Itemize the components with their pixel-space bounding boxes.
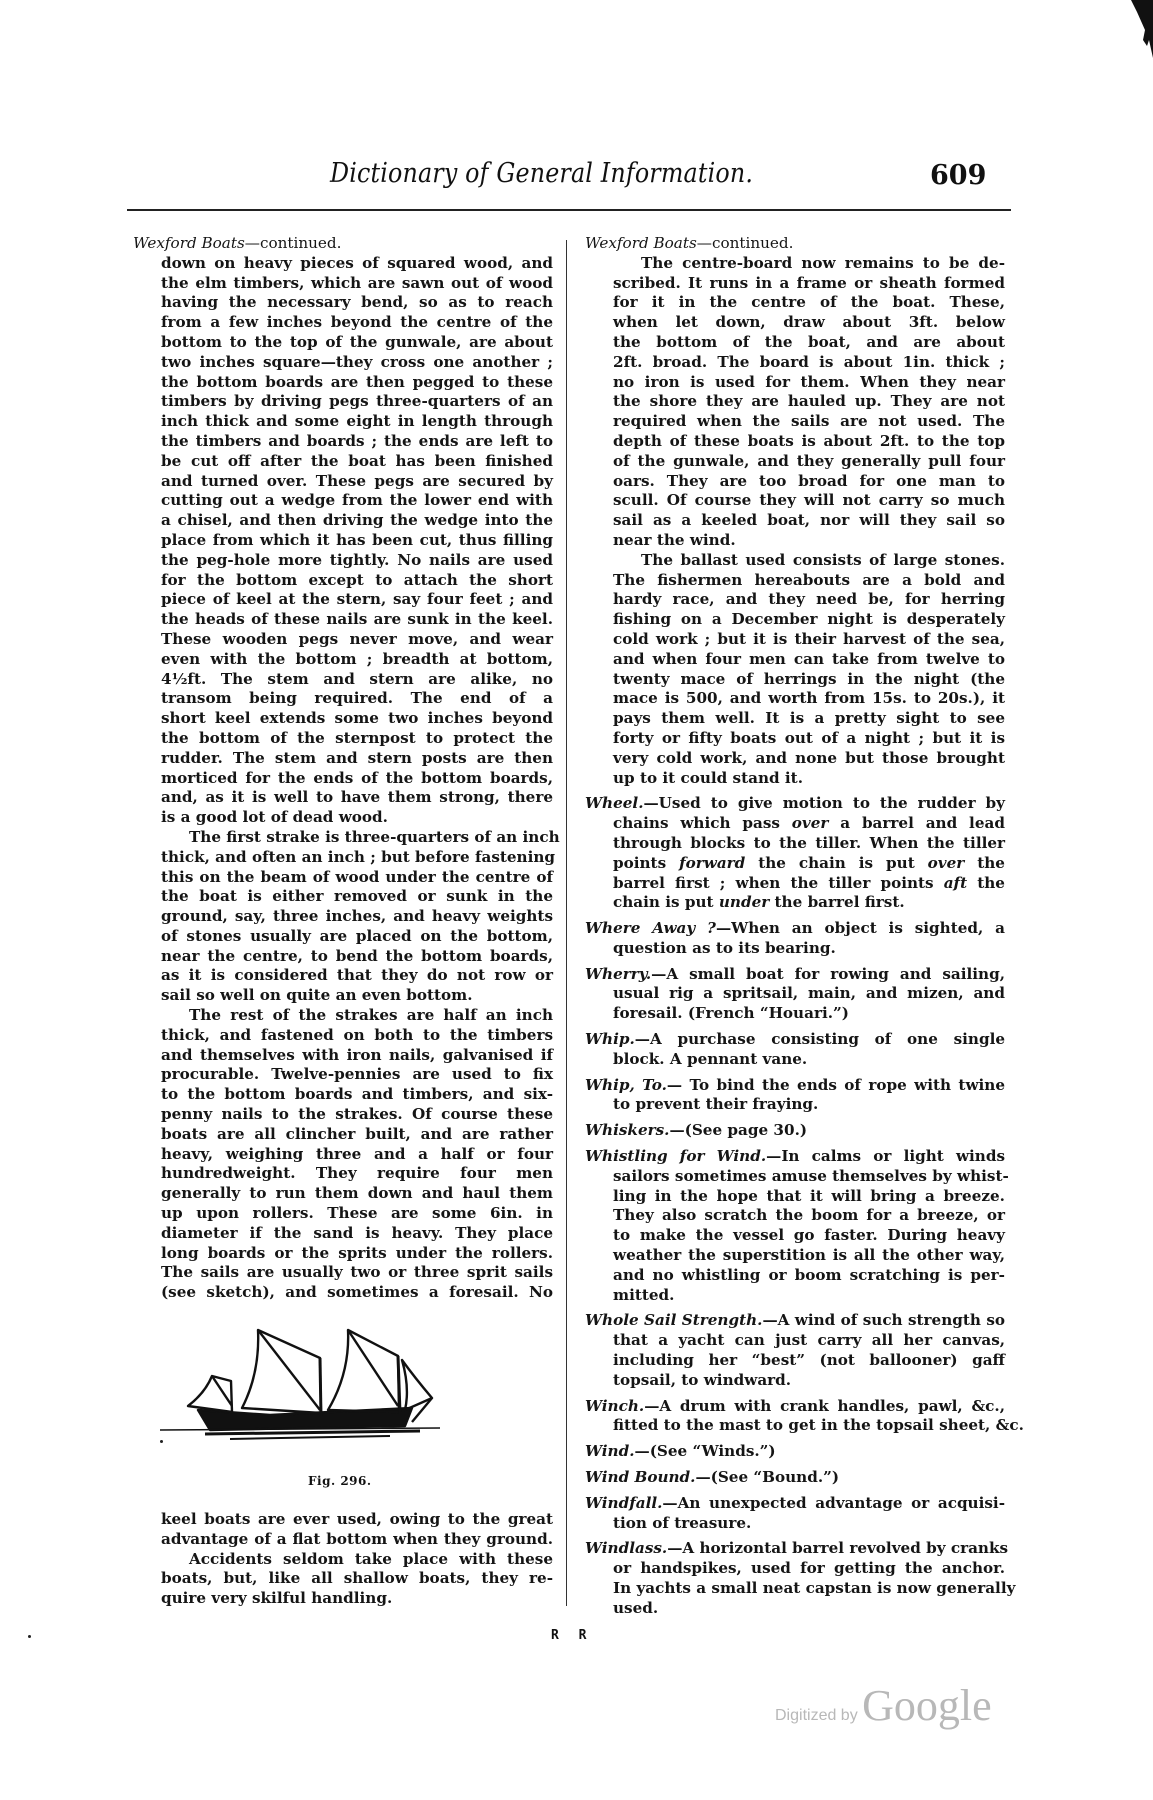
entry-first-line xyxy=(585,1468,1005,1488)
entry-first-line xyxy=(585,1311,1005,1331)
text-line: the heads of these nails are sunk in the keel. xyxy=(161,610,553,629)
text-line: 4½ft. The stem and stern are alike, no xyxy=(161,669,553,688)
text-line: scull. Of course they will not carry so much xyxy=(613,491,1005,510)
watermark-brand: Google xyxy=(862,1681,992,1730)
text-line: up to it could stand it. xyxy=(613,768,803,787)
dictionary-entry xyxy=(585,919,1005,959)
entry-term: Where Away ? xyxy=(585,919,716,938)
text-line: 2ft. broad. The board is about 1in. thick ; xyxy=(613,352,1005,371)
text-line: to the bottom boards and timbers, and six- xyxy=(161,1085,553,1104)
dictionary-entry xyxy=(585,1076,1005,1116)
entry-term: Wherry. xyxy=(585,964,652,983)
entry-continuation-line: foresail. (French “Houari.”) xyxy=(613,1004,849,1023)
sailboat-figure xyxy=(150,1318,450,1468)
entry-first-line xyxy=(585,1539,1009,1559)
text-line: The fishermen hereabouts are a bold and xyxy=(613,570,1005,589)
text-line: having the necessary bend, so as to reach xyxy=(161,293,553,312)
text-line: hardy race, and they need be, for herring xyxy=(613,590,1005,609)
entry-continuation-line: chain is put under the barrel first. xyxy=(613,893,905,912)
entry-continuation-line: They also scratch the boom for a breeze, or xyxy=(613,1206,1005,1225)
text-line: penny nails to the strakes. Of course these xyxy=(161,1105,553,1124)
text-line: the boat is either removed or sunk in the xyxy=(161,887,553,906)
text-line: place from which it has been cut, thus filling xyxy=(161,530,553,549)
entry-continued: —continued. xyxy=(244,234,342,252)
text-line: very cold work, and none but those brought xyxy=(613,748,1005,767)
scan-edge-artifact xyxy=(1131,0,1153,60)
text-line: the timbers and boards ; the ends are left to xyxy=(161,431,553,450)
text-line: for the bottom except to attach the short xyxy=(161,570,553,589)
entry-continuation-line: to make the vessel go faster. During heavy xyxy=(613,1226,1005,1245)
text-line: and turned over. These pegs are secured by xyxy=(161,471,553,490)
text-line: The sails are usually two or three sprit sails xyxy=(161,1263,553,1282)
text-line: up upon rollers. These are some 6in. in xyxy=(161,1204,553,1223)
entry-continuation-line: that a yacht can just carry all her canvas, xyxy=(613,1331,1006,1350)
text-line: timbers by driving pegs three-quarters of an xyxy=(161,392,553,411)
entry-definition: —(See page 30.) xyxy=(669,1121,808,1140)
entry-continuation-line: chains which pass over a barrel and lead xyxy=(613,814,1005,833)
text-line: as it is considered that they do not row or xyxy=(161,966,553,985)
text-line: when let down, draw about 3ft. below xyxy=(613,313,1005,332)
text-line: piece of keel at the stern, say four feet ; and xyxy=(161,590,553,609)
entry-continuation-line: weather the superstition is all the other way, xyxy=(613,1246,1006,1265)
entry-term: Wexford Boats xyxy=(133,234,245,252)
entry-term: Whistling for Wind. xyxy=(585,1147,767,1166)
dictionary-entry xyxy=(585,1311,1005,1390)
text-line: long boards or the sprits under the rollers. xyxy=(161,1243,553,1262)
text-line: inch thick and some eight in length through xyxy=(161,412,553,431)
text-line: bottom to the top of the gunwale, are about xyxy=(161,332,553,351)
entry-term: Wind Bound. xyxy=(585,1468,696,1487)
figure-caption: Fig. 296. xyxy=(308,1474,372,1488)
entry-definition: —A drum with crank handles, pawl, &c., xyxy=(644,1396,1005,1415)
text-line: generally to run them down and haul them xyxy=(161,1184,553,1203)
text-line: The rest of the strakes are half an inch xyxy=(189,1006,553,1025)
text-line: from a few inches beyond the centre of the xyxy=(161,313,553,332)
text-line: the elm timbers, which are sawn out of wood xyxy=(161,273,553,292)
entry-continuation-line: or handspikes, used for getting the anchor. xyxy=(613,1559,1006,1578)
entry-first-line xyxy=(585,965,1005,985)
entry-term: Whip, To. xyxy=(585,1075,667,1094)
entry-definition: —When an object is sighted, a xyxy=(715,919,1005,938)
text-line: sail so well on quite an even bottom. xyxy=(161,986,473,1005)
entry-continuation-line: to prevent their fraying. xyxy=(613,1095,819,1114)
entry-continuation-line: mitted. xyxy=(613,1285,675,1304)
page-number: 609 xyxy=(930,160,987,191)
entry-continuation-line: including her “best” (not ballooner) gaff xyxy=(613,1351,1006,1370)
column-divider xyxy=(566,240,567,1606)
entry-continuation-line: block. A pennant vane. xyxy=(613,1049,808,1068)
text-line: depth of these boats is about 2ft. to the top xyxy=(613,431,1005,450)
dictionary-entry xyxy=(585,965,1005,1024)
text-line: hundredweight. They require four men xyxy=(161,1164,553,1183)
entry-definition: —A purchase consisting of one single xyxy=(634,1030,1005,1049)
text-line: boats are all clincher built, and are rather xyxy=(161,1124,553,1143)
dictionary-entry xyxy=(585,1030,1005,1070)
text-line: the shore they are hauled up. They are not xyxy=(613,392,1005,411)
text-line: morticed for the ends of the bottom boards, xyxy=(161,768,553,787)
text-line: fishing on a December night is desperately xyxy=(613,610,1005,629)
dictionary-entry xyxy=(585,1494,1005,1534)
text-line: near the centre, to bend the bottom boards, xyxy=(161,946,553,965)
text-line: near the wind. xyxy=(613,530,736,549)
text-line: this on the beam of wood under the centre of xyxy=(161,867,553,886)
entry-continuation-line: usual rig a spritsail, main, and mizen, and xyxy=(613,984,1005,1003)
text-line: the peg-hole more tightly. No nails are used xyxy=(161,550,553,569)
entry-continuation-line: and no whistling or boom scratching is per- xyxy=(613,1265,1005,1284)
left-body-text xyxy=(133,253,560,1303)
text-line: These wooden pegs never move, and wear xyxy=(161,629,553,648)
dictionary-entries xyxy=(585,788,1024,1618)
dictionary-entry xyxy=(585,1442,1005,1462)
entry-definition: —Used to give motion to the rudder by xyxy=(643,794,1005,813)
text-line: twenty mace of herrings in the night (the xyxy=(613,669,1005,688)
text-line: the bottom of the boat, and are about xyxy=(613,332,1005,351)
text-line: and, as it is well to have them strong, there xyxy=(161,788,553,807)
entry-term: Windfall. xyxy=(585,1493,663,1512)
entry-term: Whole Sail Strength. xyxy=(585,1311,763,1330)
digitized-watermark xyxy=(775,1680,992,1731)
left-column xyxy=(133,234,560,1303)
entry-definition: —An unexpected advantage or acquisi- xyxy=(662,1493,1005,1512)
entry-continuation-line: tion of treasure. xyxy=(613,1513,752,1532)
text-line: the bottom boards are then pegged to these xyxy=(161,372,553,391)
entry-first-line xyxy=(585,1121,1005,1141)
right-body-text xyxy=(585,254,1005,789)
entry-continuation-line: used. xyxy=(613,1598,659,1617)
dictionary-entry xyxy=(585,1147,1009,1305)
scan-speck xyxy=(160,1440,163,1443)
entry-first-line xyxy=(585,919,1005,939)
entry-definition: — To bind the ends of rope with twine xyxy=(666,1075,1005,1094)
text-line: even with the bottom ; breadth at bottom, xyxy=(161,649,553,668)
text-line: boats, but, like all shallow boats, they re- xyxy=(161,1569,553,1588)
text-line: advantage of a flat bottom when they ground. xyxy=(161,1529,553,1548)
text-line: forty or fifty boats out of a night ; but it is xyxy=(613,728,1005,747)
entry-continuation-line: topsail, to windward. xyxy=(613,1370,792,1389)
text-line: of the gunwale, and they generally pull four xyxy=(613,451,1005,470)
entry-first-line xyxy=(585,1442,1005,1462)
text-line: of stones usually are placed on the bottom, xyxy=(161,926,553,945)
entry-first-line xyxy=(585,1494,1005,1514)
text-line: is a good lot of dead wood. xyxy=(161,808,388,827)
entry-first-line xyxy=(585,1147,1005,1167)
text-line: down on heavy pieces of squared wood, and xyxy=(161,253,553,272)
text-line: Accidents seldom take place with these xyxy=(189,1549,553,1568)
entry-continuation-line: In yachts a small neat capstan is now generally xyxy=(613,1579,1016,1597)
text-line: thick, and fastened on both to the timbers xyxy=(161,1025,553,1044)
text-line: a chisel, and then driving the wedge into the xyxy=(161,511,553,530)
text-line: sail as a keeled boat, nor will they sail so xyxy=(613,511,1005,530)
entry-definition: —(See “Winds.”) xyxy=(634,1442,776,1461)
entry-term: Wheel. xyxy=(585,794,644,813)
text-line: The centre-board now remains to be de- xyxy=(641,253,1005,272)
text-line: transom being required. The end of a xyxy=(161,689,553,708)
entry-term: Windlass. xyxy=(585,1539,668,1558)
entry-definition: —(See “Bound.”) xyxy=(695,1468,840,1487)
entry-definition: —In calms or light winds xyxy=(766,1147,1005,1166)
entry-continuation-line: sailors sometimes amuse themselves by whist- xyxy=(613,1166,1009,1185)
text-line: oars. They are too broad for one man to xyxy=(613,471,1005,490)
text-line: scribed. It runs in a frame or sheath formed xyxy=(613,273,1005,292)
text-line: be cut off after the boat has been finished xyxy=(161,451,553,470)
text-line: thick, and often an inch ; but before fastening xyxy=(161,847,556,866)
text-line: short keel extends some two inches beyond xyxy=(161,709,553,728)
sailboat-icon xyxy=(150,1318,450,1468)
text-line: the bottom of the sternpost to protect the xyxy=(161,728,553,747)
entry-term: Winch. xyxy=(585,1396,645,1415)
header-rule xyxy=(127,209,1011,211)
dictionary-entry xyxy=(585,1396,1024,1437)
dictionary-entry xyxy=(585,794,1005,913)
entry-continuation-line: fitted to the mast to get in the topsail sheet, &c. xyxy=(613,1416,1024,1435)
left-body-text-continued xyxy=(133,1510,553,1609)
dictionary-entry xyxy=(585,1539,1016,1618)
text-line: pays them well. It is a pretty sight to see xyxy=(613,709,1005,728)
text-line: procurable. Twelve-pennies are used to fix xyxy=(161,1065,553,1084)
watermark-prefix: Digitized by xyxy=(775,1707,858,1724)
text-line: two inches square—they cross one another ; xyxy=(161,352,553,371)
entry-continuation-line: through blocks to the tiller. When the tiller xyxy=(613,833,1006,852)
text-line: and when four men can take from twelve to xyxy=(613,649,1005,668)
entry-term: Whip. xyxy=(585,1030,635,1049)
signature-mark: R R xyxy=(551,1628,593,1643)
text-line: and themselves with iron nails, galvanised if xyxy=(161,1045,553,1064)
text-line: mace is 500, and worth from 15s. to 20s.), it xyxy=(613,689,1005,708)
entry-definition: —A small boat for rowing and sailing, xyxy=(651,964,1005,983)
entry-term: Wexford Boats xyxy=(585,234,697,252)
right-column xyxy=(585,234,1024,1619)
text-line: no iron is used for them. When they near xyxy=(613,372,1005,391)
text-line: The ballast used consists of large stones. xyxy=(641,550,1005,569)
scan-speck xyxy=(28,1635,31,1638)
entry-continued: —continued. xyxy=(696,234,794,252)
dictionary-entry xyxy=(585,1121,1005,1141)
entry-continuation-line: ling in the hope that it will bring a breeze. xyxy=(613,1186,1005,1205)
text-line: heavy, weighing three and a half or four xyxy=(161,1144,553,1163)
entry-term: Whiskers. xyxy=(585,1121,670,1140)
text-line: for it in the centre of the boat. These, xyxy=(613,293,1005,312)
text-line: diameter if the sand is heavy. They place xyxy=(161,1223,553,1242)
text-line: rudder. The stem and stern posts are then xyxy=(161,748,553,767)
running-title: Dictionary of General Information. xyxy=(330,158,754,189)
entry-continuation-line: barrel first ; when the tiller points aft the xyxy=(613,873,1005,892)
entry-definition: —A wind of such strength so xyxy=(762,1311,1005,1330)
text-line: cutting out a wedge from the lower end with xyxy=(161,491,553,510)
entry-continuation-line: question as to its bearing. xyxy=(613,938,836,957)
text-line: (see sketch), and sometimes a foresail. No xyxy=(161,1283,553,1302)
entry-first-line xyxy=(585,794,1005,814)
entry-term: Wind. xyxy=(585,1442,635,1461)
entry-first-line xyxy=(585,1397,1005,1417)
text-line: keel boats are ever used, owing to the great xyxy=(161,1510,553,1528)
entry-first-line xyxy=(585,1030,1005,1050)
entry-first-line xyxy=(585,1076,1005,1096)
entry-definition: —A horizontal barrel revolved by cranks xyxy=(667,1539,1009,1558)
text-line: The first strake is three-quarters of an inch xyxy=(189,827,560,846)
entry-heading xyxy=(133,234,553,254)
text-line: cold work ; but it is their harvest of the sea, xyxy=(613,629,1005,648)
dictionary-entry xyxy=(585,1468,1005,1488)
entry-heading xyxy=(585,234,1005,254)
left-column-continued xyxy=(133,1510,553,1609)
text-line: required when the sails are not used. The xyxy=(613,412,1005,431)
text-line: ground, say, three inches, and heavy weights xyxy=(161,907,553,926)
text-line: quire very skilful handling. xyxy=(161,1589,393,1608)
entry-continuation-line: points forward the chain is put over the xyxy=(613,853,1005,872)
